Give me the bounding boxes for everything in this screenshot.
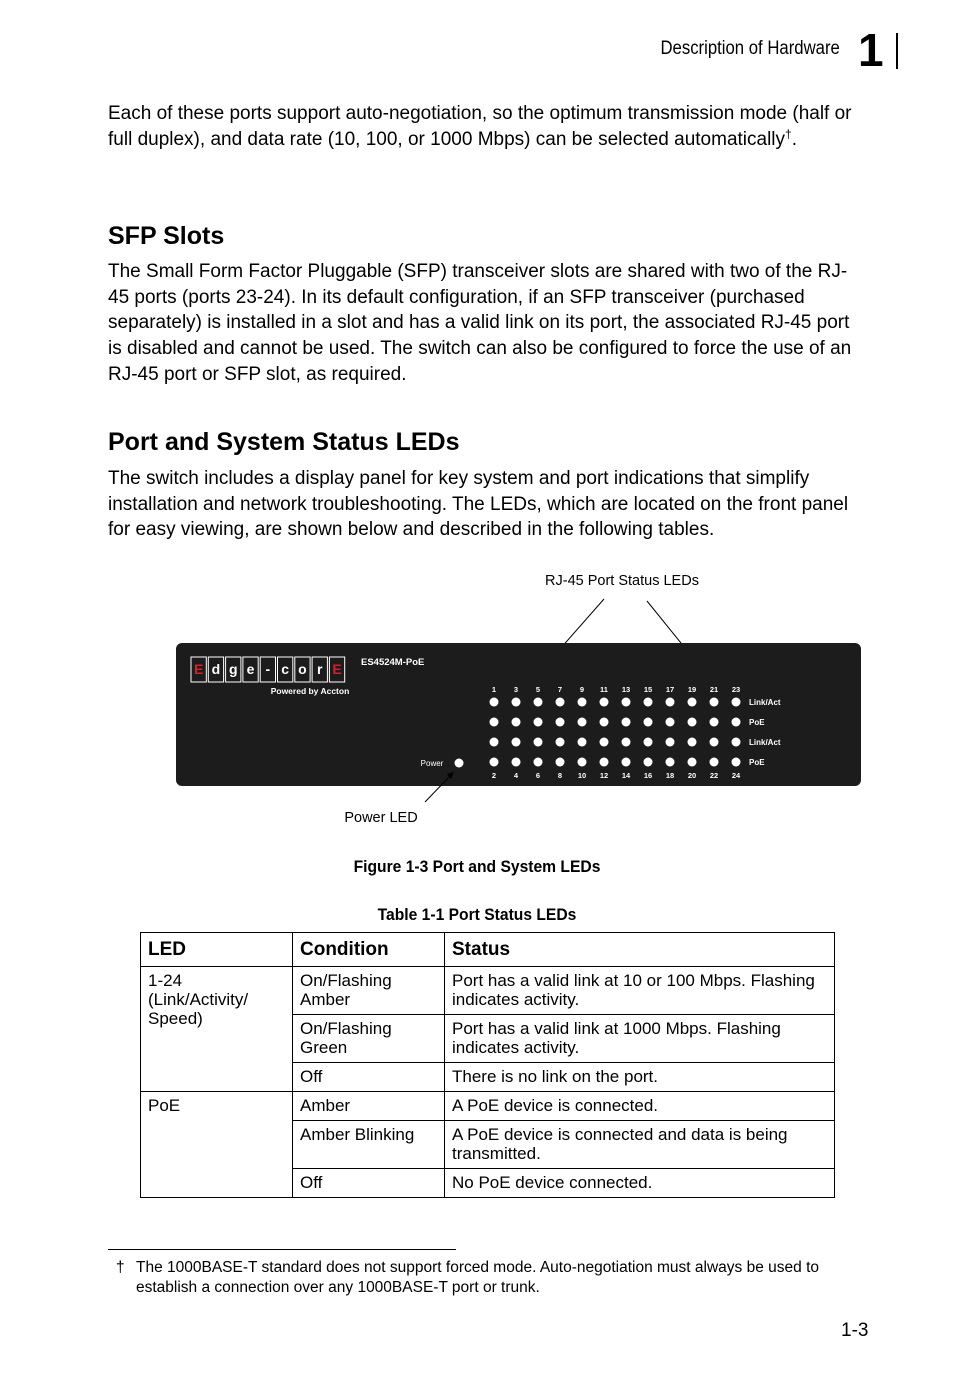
port-number-top: 9	[579, 685, 585, 694]
logo-letter: -	[265, 661, 271, 677]
port-led	[732, 738, 741, 747]
port-led	[666, 738, 675, 747]
model-label: ES4524M-PoE	[361, 657, 425, 668]
port-number-top: 23	[731, 685, 741, 694]
port-led	[644, 758, 653, 767]
condition-cell: Amber	[293, 1092, 445, 1121]
port-led	[600, 718, 609, 727]
port-number-top: 19	[687, 685, 697, 694]
intro-text: Each of these ports support auto-negotiation, so the optimum transmission mode (half or full duplex), and data rate (10, 100, or 1000 Mbps) can be selected automatically	[108, 103, 852, 150]
port-led	[710, 718, 719, 727]
powered-by-label: Powered by Accton	[270, 686, 350, 696]
table-row	[141, 1092, 835, 1121]
port-led	[666, 758, 675, 767]
port-led	[512, 738, 521, 747]
footnote-rule	[108, 1249, 456, 1250]
port-led	[644, 698, 653, 707]
header-condition: Condition	[293, 933, 445, 967]
logo-letter: E	[332, 661, 342, 677]
header-status: Status	[445, 933, 835, 967]
led-paragraph: The switch includes a display panel for key system and port indications that simplify installation and network troubleshooting. The LEDs, which are located on the front panel for easy viewing, are shown below and described in the following tables.	[108, 468, 849, 541]
port-led	[556, 738, 565, 747]
port-led	[622, 758, 631, 767]
port-led	[732, 718, 741, 727]
logo-letter: d	[211, 661, 221, 677]
page-number: 1-3	[841, 1320, 869, 1341]
port-led	[644, 738, 653, 747]
chapter-number: 1	[858, 24, 884, 76]
port-led	[556, 758, 565, 767]
port-led	[512, 758, 521, 767]
port-number-top: 11	[600, 685, 608, 694]
condition-cell: Amber Blinking	[293, 1121, 445, 1169]
table-caption: Table 1-1 Port Status LEDs	[377, 905, 577, 924]
port-number-bottom: 22	[709, 771, 719, 780]
port-led	[556, 698, 565, 707]
port-number-bottom: 14	[621, 771, 631, 780]
port-led	[512, 698, 521, 707]
port-number-top: 13	[621, 685, 631, 694]
chapter-marker-bar	[896, 33, 898, 69]
port-led	[710, 698, 719, 707]
footnote-ref[interactable]: †	[785, 126, 792, 141]
led-row-label: Link/Act	[749, 738, 781, 747]
table-row	[141, 967, 835, 1015]
port-number-top: 15	[643, 685, 653, 694]
port-number-bottom: 4	[513, 771, 519, 780]
figure-caption: Figure 1-3 Port and System LEDs	[353, 857, 601, 876]
front-panel-figure	[0, 560, 954, 840]
footnote	[116, 1258, 836, 1297]
logo-letter: c	[281, 661, 290, 677]
status-cell: Port has a valid link at 1000 Mbps. Flashing indicates activity.	[445, 1015, 835, 1063]
power-callout-label: Power LED	[344, 810, 418, 826]
power-label: Power	[420, 759, 444, 768]
port-led	[710, 758, 719, 767]
intro-paragraph	[108, 101, 868, 152]
status-cell: A PoE device is connected.	[445, 1092, 835, 1121]
port-number-bottom: 24	[731, 771, 741, 780]
port-led	[534, 758, 543, 767]
port-led	[622, 738, 631, 747]
port-number-top: 7	[557, 685, 563, 694]
port-led	[622, 718, 631, 727]
led-row-label: PoE	[749, 718, 765, 727]
power-led	[455, 759, 464, 768]
port-led	[556, 718, 565, 727]
logo-letter: E	[193, 661, 204, 677]
port-led	[490, 718, 499, 727]
port-number-top: 17	[665, 685, 675, 694]
port-led	[710, 738, 719, 747]
port-number-bottom: 8	[557, 771, 563, 780]
status-cell: There is no link on the port.	[445, 1063, 835, 1092]
status-cell: A PoE device is connected and data is being transmitted.	[445, 1121, 835, 1169]
port-led	[534, 698, 543, 707]
port-number-top: 5	[535, 685, 541, 694]
logo-letter: g	[228, 661, 238, 677]
port-number-bottom: 6	[535, 771, 541, 780]
port-led	[534, 738, 543, 747]
port-led	[490, 698, 499, 707]
rj45-callout-label: RJ-45 Port Status LEDs	[545, 573, 699, 589]
port-number-bottom: 2	[491, 771, 497, 780]
port-led	[688, 698, 697, 707]
condition-cell: Off	[293, 1063, 445, 1092]
running-header: Description of Hardware	[660, 38, 840, 59]
port-number-bottom: 16	[643, 771, 653, 780]
port-number-bottom: 20	[687, 771, 697, 780]
port-led	[534, 718, 543, 727]
port-number-bottom: 12	[599, 771, 609, 780]
sfp-paragraph: The Small Form Factor Pluggable (SFP) transceiver slots are shared with two of the RJ-45 ports (ports 23-24). In its default configuration, if an SFP transceiver (purchased separately) is installed in a slot and has a valid link on its port, the associated RJ-45 port is disabled and cannot be used. The switch can also be configured to force the use of an RJ-45 port or SFP slot, as required.	[108, 261, 852, 385]
port-led	[732, 758, 741, 767]
condition-cell: On/Flashing Green	[293, 1015, 445, 1063]
port-led	[688, 738, 697, 747]
led-cell: PoE	[141, 1092, 293, 1198]
port-led	[578, 758, 587, 767]
status-cell: No PoE device connected.	[445, 1169, 835, 1198]
led-heading: Port and System Status LEDs	[108, 428, 460, 456]
table-header-row	[141, 933, 835, 967]
intro-end: .	[791, 128, 797, 150]
port-status-table	[140, 932, 835, 1198]
port-led	[666, 718, 675, 727]
led-row-label: PoE	[749, 758, 765, 767]
led-row-label: Link/Act	[749, 698, 781, 707]
port-led	[578, 738, 587, 747]
port-led	[688, 758, 697, 767]
port-led	[688, 718, 697, 727]
condition-cell: Off	[293, 1169, 445, 1198]
footnote-marker: †	[116, 1259, 125, 1276]
port-led	[490, 738, 499, 747]
logo-letter: e	[246, 661, 255, 677]
logo-letter: o	[298, 661, 307, 677]
port-led	[512, 718, 521, 727]
sfp-heading: SFP Slots	[108, 222, 225, 250]
header-led: LED	[141, 933, 293, 967]
footnote-text: The 1000BASE-T standard does not support forced mode. Auto-negotiation must always be used to establish a connection over any 1000BASE-T port or trunk.	[136, 1259, 819, 1296]
logo-letter: r	[317, 661, 323, 677]
condition-cell: On/Flashing Amber	[293, 967, 445, 1015]
port-led	[490, 758, 499, 767]
port-led	[732, 698, 741, 707]
port-number-top: 21	[709, 685, 719, 694]
port-led	[600, 698, 609, 707]
port-number-bottom: 10	[577, 771, 587, 780]
port-led	[578, 718, 587, 727]
port-led	[578, 698, 587, 707]
port-number-bottom: 18	[665, 771, 675, 780]
port-led	[600, 738, 609, 747]
port-led	[644, 718, 653, 727]
port-number-top: 1	[491, 685, 497, 694]
port-number-top: 3	[513, 685, 519, 694]
port-led	[622, 698, 631, 707]
led-cell: 1-24 (Link/Activity/ Speed)	[141, 967, 293, 1092]
status-cell: Port has a valid link at 10 or 100 Mbps. Flashing indicates activity.	[445, 967, 835, 1015]
port-led	[600, 758, 609, 767]
port-led	[666, 698, 675, 707]
